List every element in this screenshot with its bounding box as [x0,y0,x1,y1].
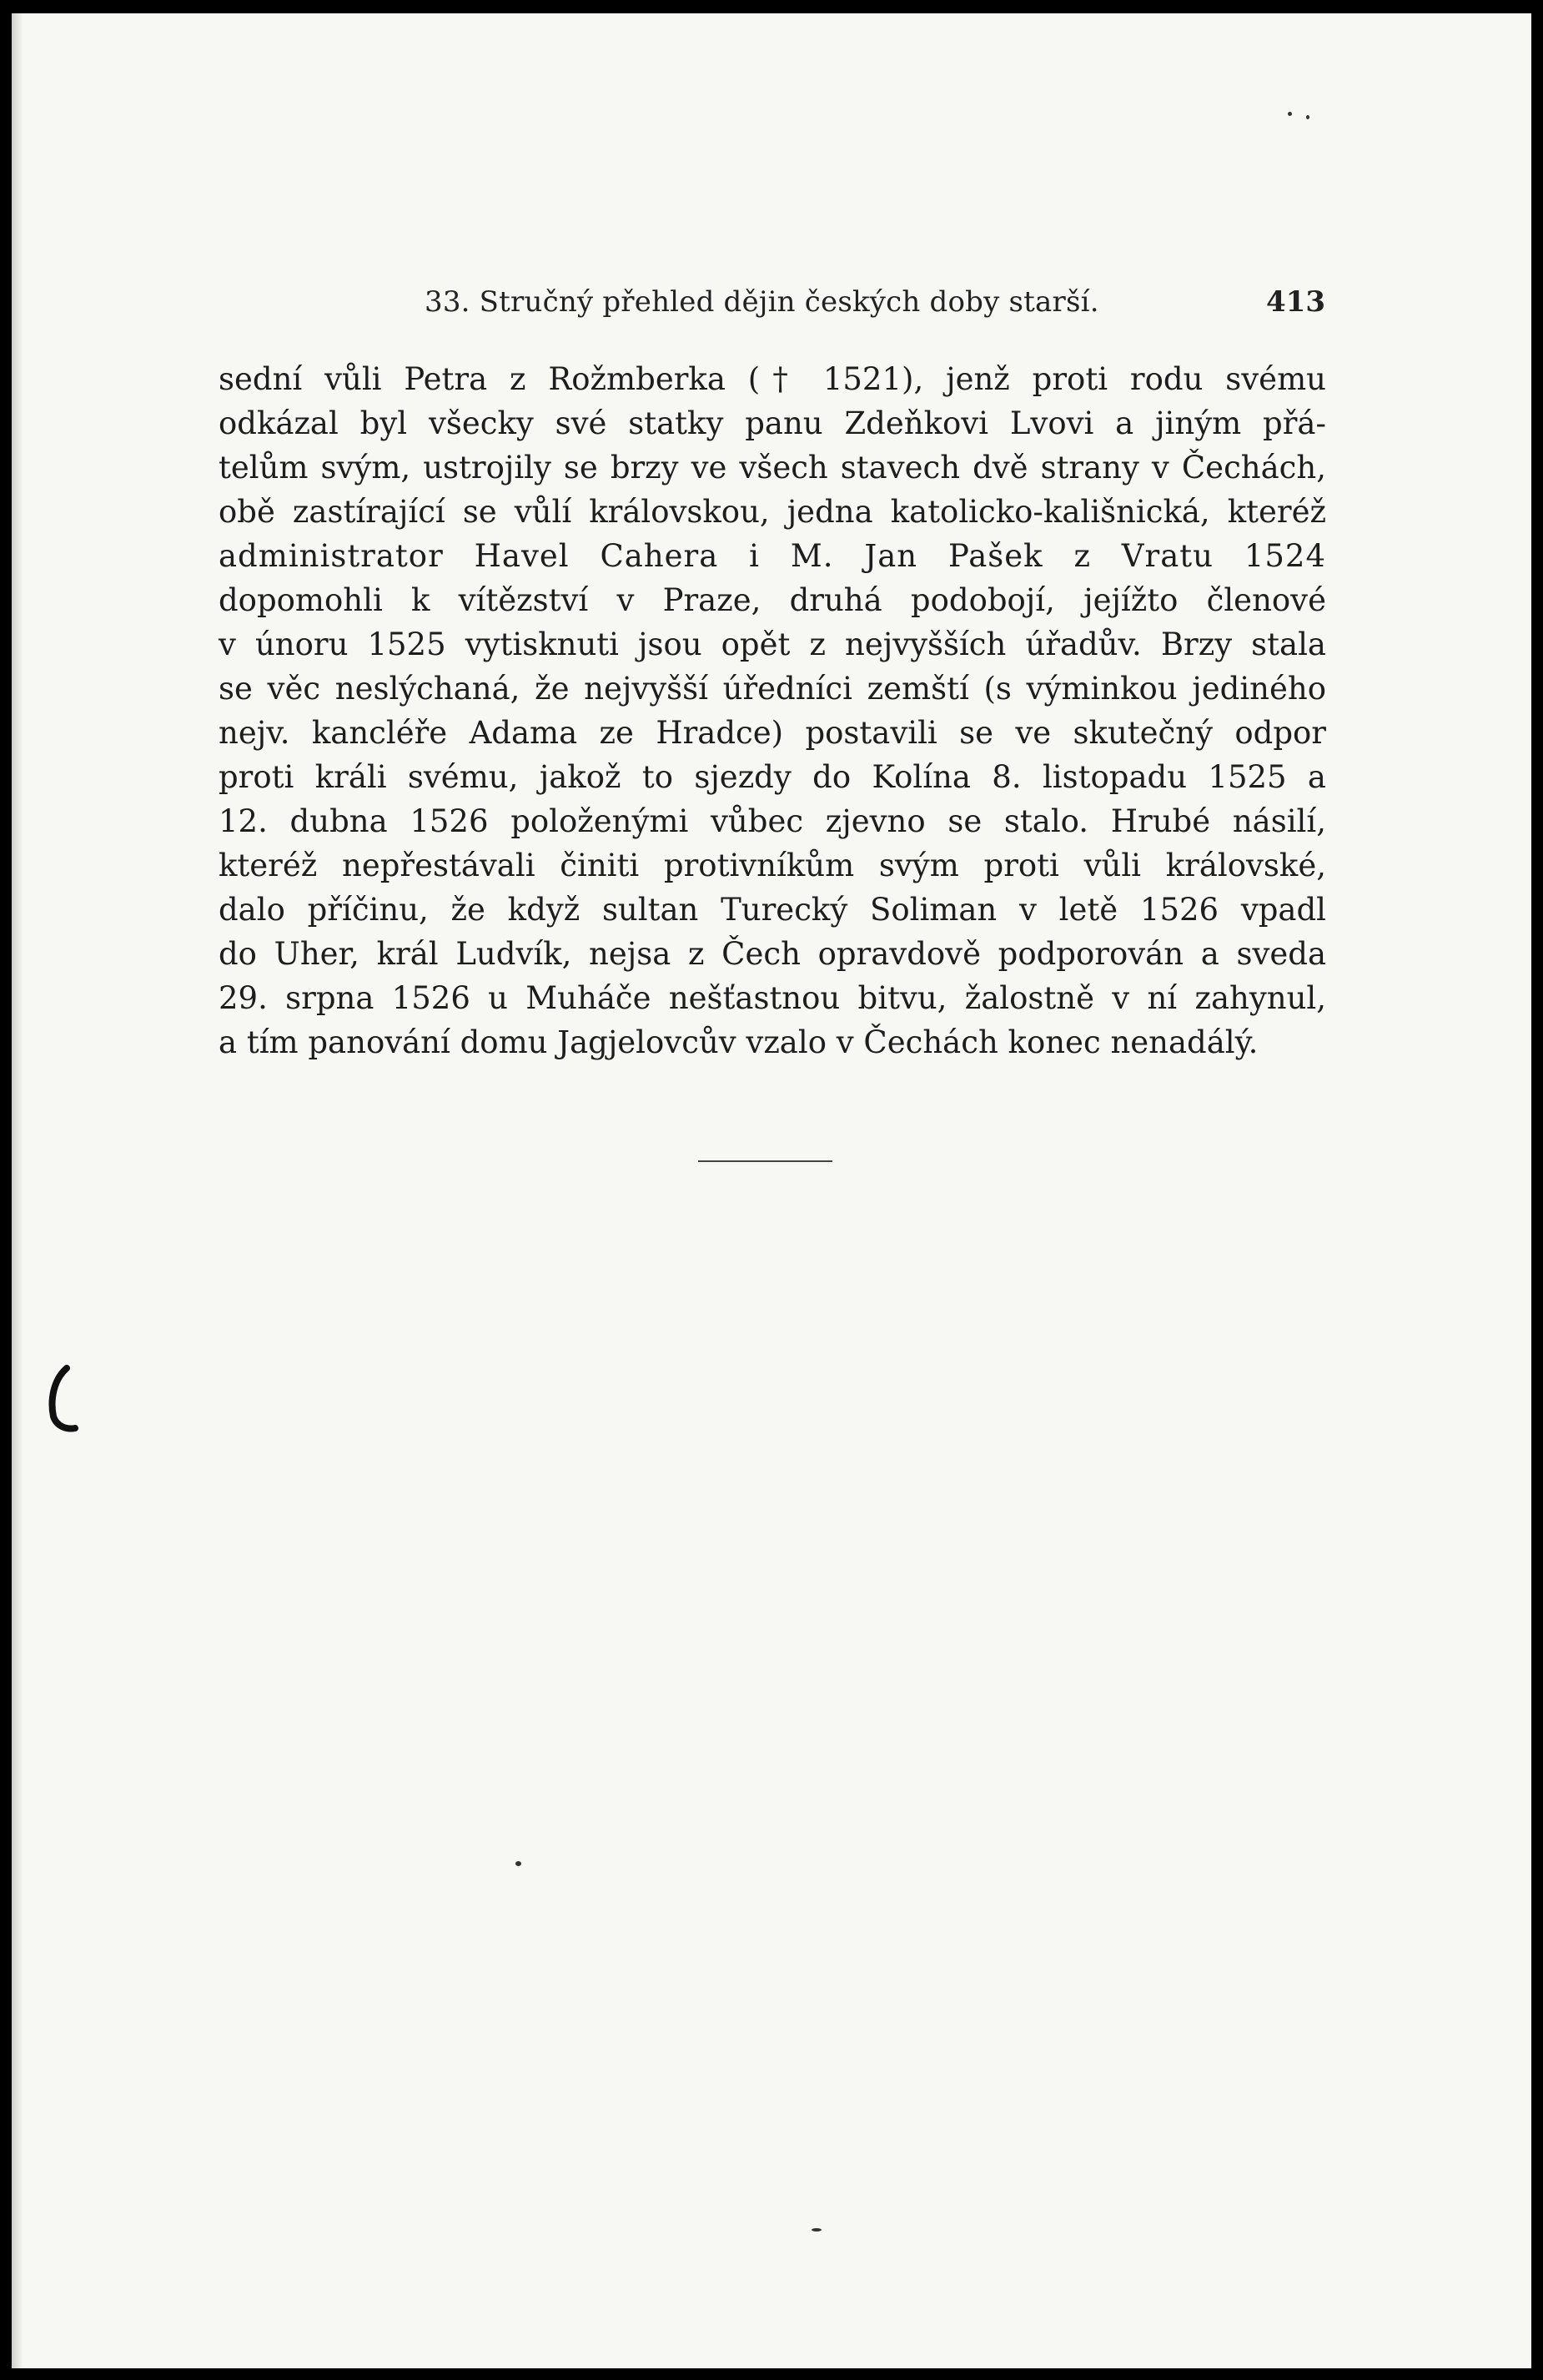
text-line: administrator Havel Cahera i M. Jan Pašek z Vratu 1524 [219,538,1326,574]
page-edge-shadow [12,13,23,2368]
text-line: nejv. kancléře Adama ze Hradce) postavili se ve skutečný odpor [219,715,1326,751]
text-line: 29. srpna 1526 u Muháče nešťastnou bitvu, žalostně v ní zahynul, [219,980,1326,1016]
body-paragraph [219,357,1326,1064]
text-line: sední vůli Petra z Rožmberka († 1521), jenž proti rodu svému [219,361,1326,397]
page-number: 413 [1266,285,1325,319]
text-line: do Uher, král Ludvík, nejsa z Čech opravdově podporován a sveda [219,936,1326,972]
text-line: odkázal byl všecky své statky panu Zdeňkovi Lvovi a jiným přá- [219,405,1326,441]
scanned-page [12,13,1531,2368]
margin-ink-mark [38,1365,78,1433]
text-line: telům svým, ustrojily se brzy ve všech stavech dvě strany v Čechách, [219,450,1326,486]
running-head [425,279,1325,325]
text-line: proti králi svému, jakož to sjezdy do Kolína 8. listopadu 1525 a [219,759,1326,795]
text-line: dopomohli k vítězství v Praze, druhá podobojí, jejížto členové [219,582,1326,618]
paper-speck [812,2228,822,2232]
paper-speck [1288,112,1292,116]
text-line: se věc neslýchaná, že nejvyšší úředníci zemští (s výminkou jediného [219,671,1326,707]
text-line: v únoru 1525 vytisknuti jsou opět z nejvyšších úřadův. Brzy stala [219,626,1326,662]
text-line: a tím panování domu Jagjelovcův vzalo v Čechách konec nenadálý. [219,1024,1259,1060]
text-line: dalo příčinu, že když sultan Turecký Soliman v letě 1526 vpadl [219,892,1326,928]
running-title: 33. Stručný přehled dějin českých doby starší. [425,285,1099,319]
paper-speck [1306,115,1309,119]
section-end-rule [698,1160,832,1162]
text-line: kteréž nepřestávali činiti protivníkům svým proti vůli královské, [219,848,1326,883]
paper-speck [515,1861,521,1866]
text-line: 12. dubna 1526 položenými vůbec zjevno se stalo. Hrubé násilí, [219,803,1326,839]
text-line: obě zastírající se vůlí královskou, jedna katolicko-kališnická, kteréž [219,494,1326,530]
